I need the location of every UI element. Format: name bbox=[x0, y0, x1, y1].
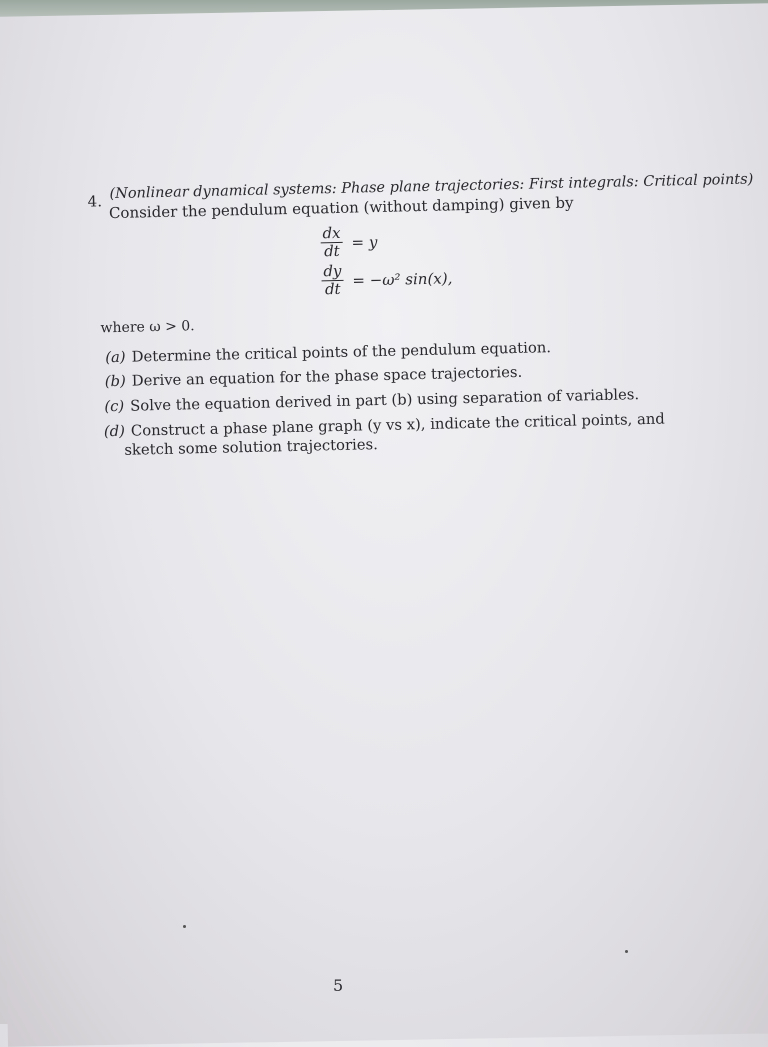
fraction-dy-dt bbox=[321, 263, 344, 298]
part-b bbox=[105, 364, 523, 390]
fraction-numerator: dy bbox=[321, 263, 343, 281]
page-number: 5 bbox=[333, 976, 344, 995]
paper-speck bbox=[183, 925, 186, 928]
part-text: Solve the equation derived in part (b) using separation of variables. bbox=[129, 386, 640, 415]
part-label: (a) bbox=[105, 348, 126, 367]
equation-rhs: = −ω² sin(x), bbox=[352, 268, 453, 290]
part-label: (d) bbox=[103, 422, 126, 441]
problem-number: 4. bbox=[87, 192, 103, 211]
problem-intro: Consider the pendulum equation (without damping) given by bbox=[108, 193, 574, 223]
part-d bbox=[104, 411, 665, 441]
equation-dx-dt bbox=[320, 224, 377, 260]
paper-speck bbox=[625, 950, 628, 953]
where-condition: where ω > 0. bbox=[100, 318, 195, 337]
part-label: (c) bbox=[104, 397, 125, 416]
part-d-continuation: sketch some solution trajectories. bbox=[124, 436, 379, 459]
part-text: Determine the critical points of the pendulum equation. bbox=[131, 339, 552, 366]
problem-header: (Nonlinear dynamical systems: Phase plane trajectories: First integrals: Critical points) bbox=[109, 171, 754, 203]
fraction-numerator: dx bbox=[320, 225, 342, 243]
part-label: (b) bbox=[104, 372, 127, 391]
equation-dy-dt bbox=[321, 260, 453, 298]
part-text: Construct a phase plane graph (y vs x), indicate the critical points, and bbox=[130, 410, 665, 440]
fraction-denominator: dt bbox=[323, 241, 340, 261]
fraction-dx-dt bbox=[320, 225, 343, 260]
part-text: Derive an equation for the phase space trajectories. bbox=[131, 363, 523, 390]
equation-rhs: = y bbox=[351, 232, 378, 252]
part-c bbox=[104, 386, 639, 415]
fraction-denominator: dt bbox=[324, 279, 341, 299]
part-a bbox=[105, 339, 551, 366]
